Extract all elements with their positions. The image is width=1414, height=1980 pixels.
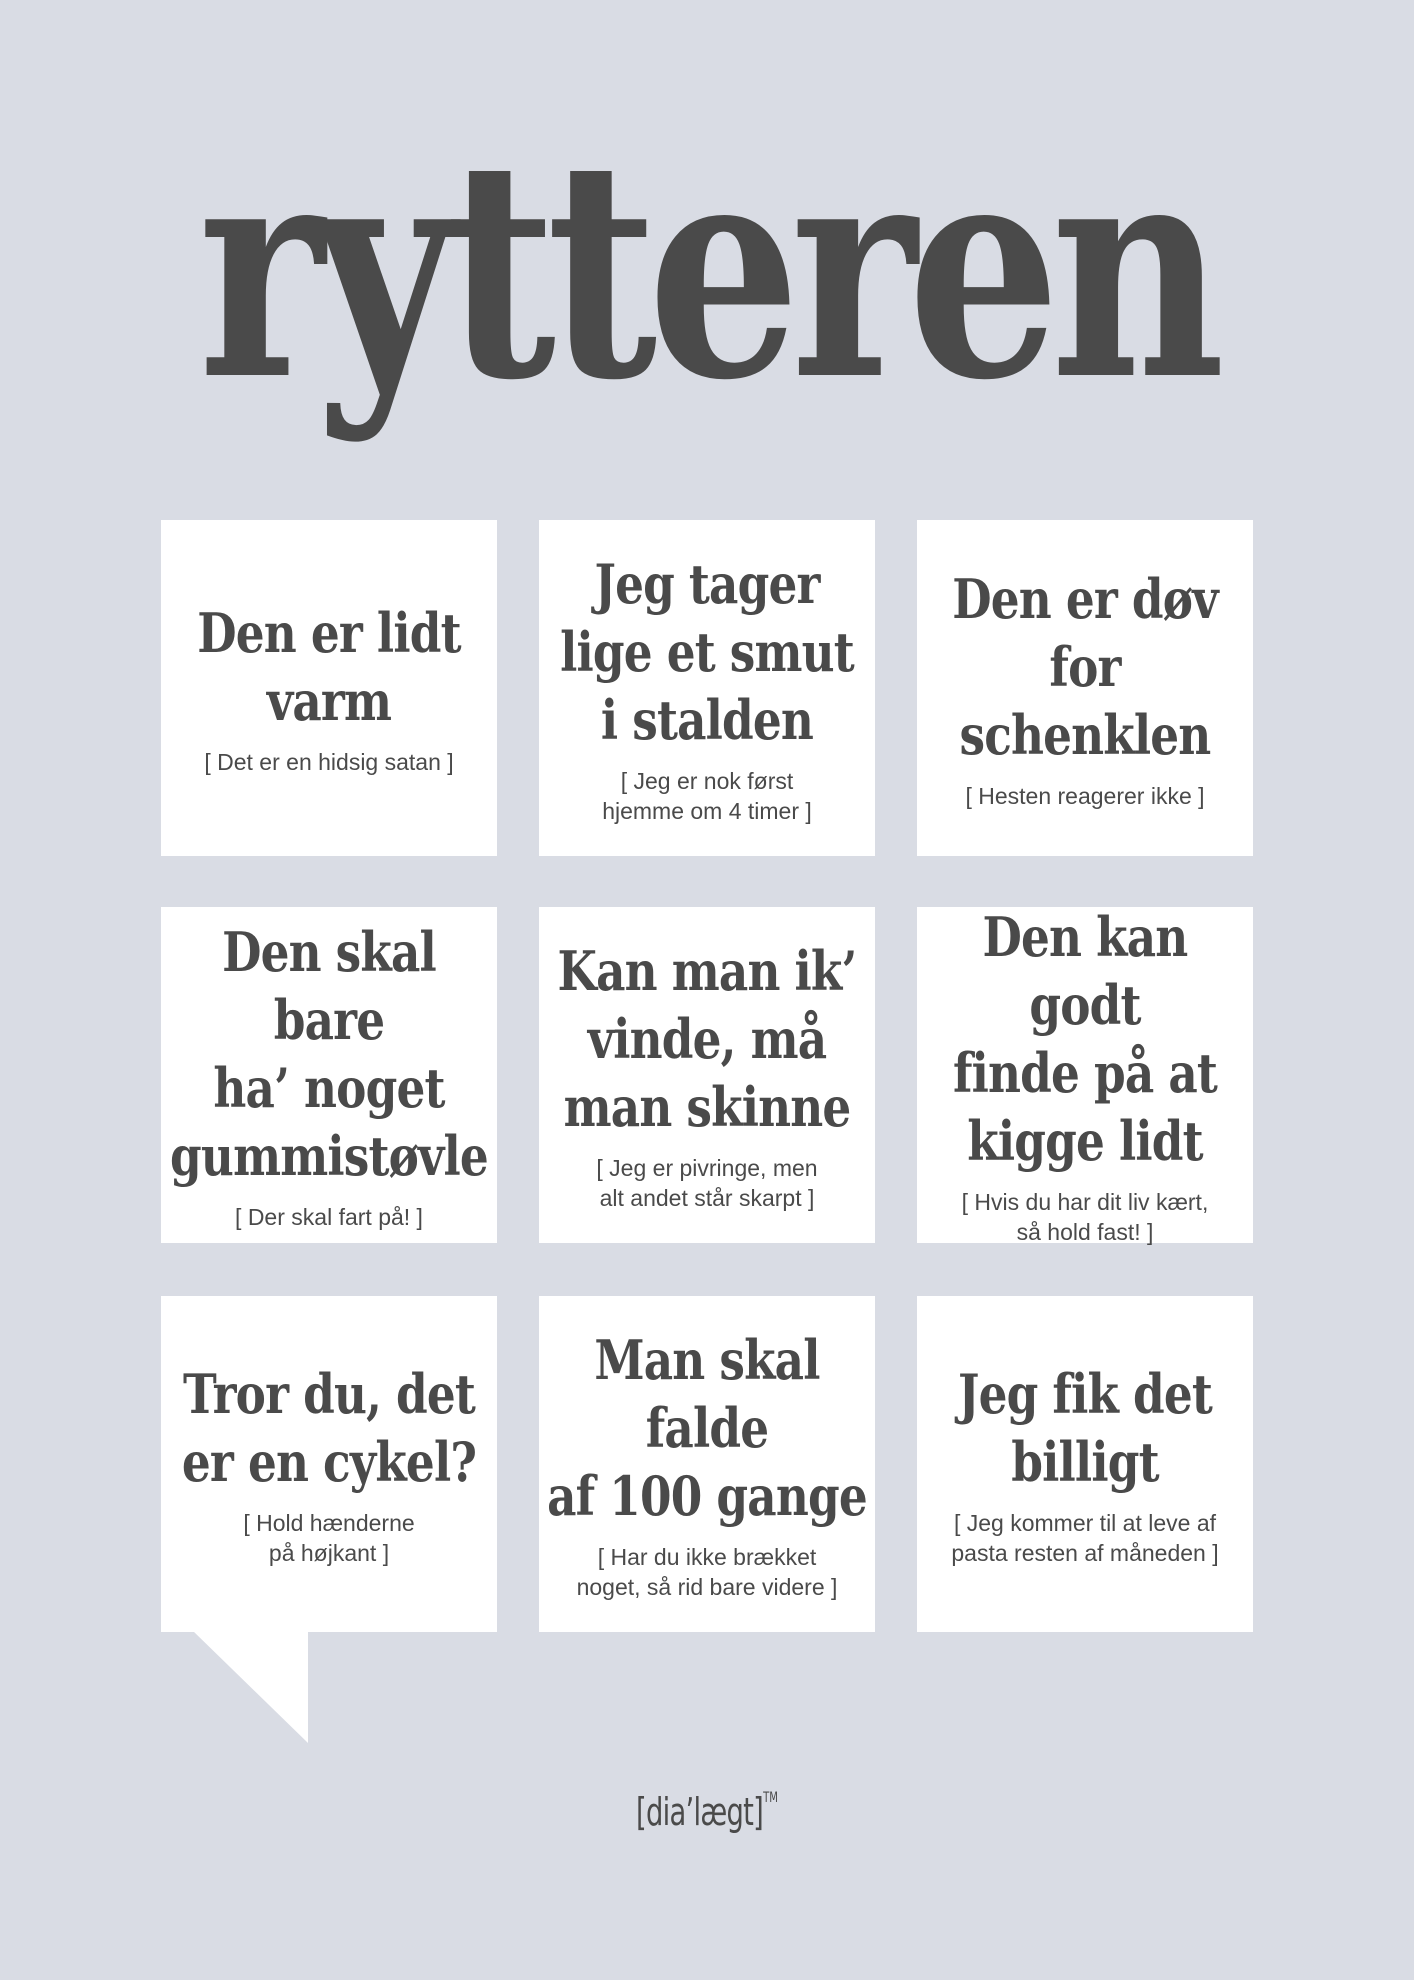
card-headline: Tror du, det er en cykel? [181, 1362, 477, 1494]
card-caption: [ Hvis du har dit liv kært, så hold fast! ] [961, 1189, 1209, 1245]
poster-title: rytteren [198, 93, 1216, 446]
card-headline: Jeg tager lige et smut i stalden [560, 552, 854, 752]
card-caption: [ Hesten reagerer ikke ] [965, 783, 1205, 809]
quote-card-7 [161, 1296, 497, 1632]
card-caption: [ Det er en hidsig satan ] [204, 749, 454, 775]
card-caption: [ Har du ikke brækket noget, så rid bare videre ] [576, 1544, 838, 1600]
card-headline: Kan man ik’ vinde, må man skinne [557, 939, 857, 1139]
quote-card-9 [917, 1296, 1253, 1632]
quote-card-1 [161, 520, 497, 856]
card-headline: Den er døv for schenklen [952, 567, 1218, 767]
quote-card-3 [917, 520, 1253, 856]
card-caption: [ Hold hænderne på højkant ] [243, 1510, 415, 1566]
card-headline: Den kan godt finde på at kigge lidt [952, 905, 1218, 1173]
quote-card-4 [161, 907, 497, 1243]
quote-card-6 [917, 907, 1253, 1243]
card-headline: Man skal falde af 100 gange [547, 1328, 867, 1528]
card-caption: [ Der skal fart på! ] [235, 1204, 423, 1230]
speech-tail-shape [192, 1630, 308, 1743]
card-headline: Den skal bare ha’ noget gummistøvle [170, 920, 488, 1188]
brand-trademark: TM [763, 1790, 778, 1806]
brand-name: [dia’lægt] [635, 1790, 764, 1834]
card-headline: Jeg fik det billigt [957, 1362, 1213, 1494]
card-caption: [ Jeg kommer til at leve af pasta resten af måneden ] [951, 1510, 1219, 1566]
speech-bubble-tail [160, 1630, 310, 1745]
card-caption: [ Jeg er nok først hjemme om 4 timer ] [602, 768, 812, 824]
quote-card-5 [539, 907, 875, 1243]
brand-logo [198, 1790, 1216, 1834]
quote-card-2 [539, 520, 875, 856]
card-headline: Den er lidt varm [197, 601, 461, 733]
quote-card-8 [539, 1296, 875, 1632]
card-caption: [ Jeg er pivringe, men alt andet står skarpt ] [596, 1155, 818, 1211]
